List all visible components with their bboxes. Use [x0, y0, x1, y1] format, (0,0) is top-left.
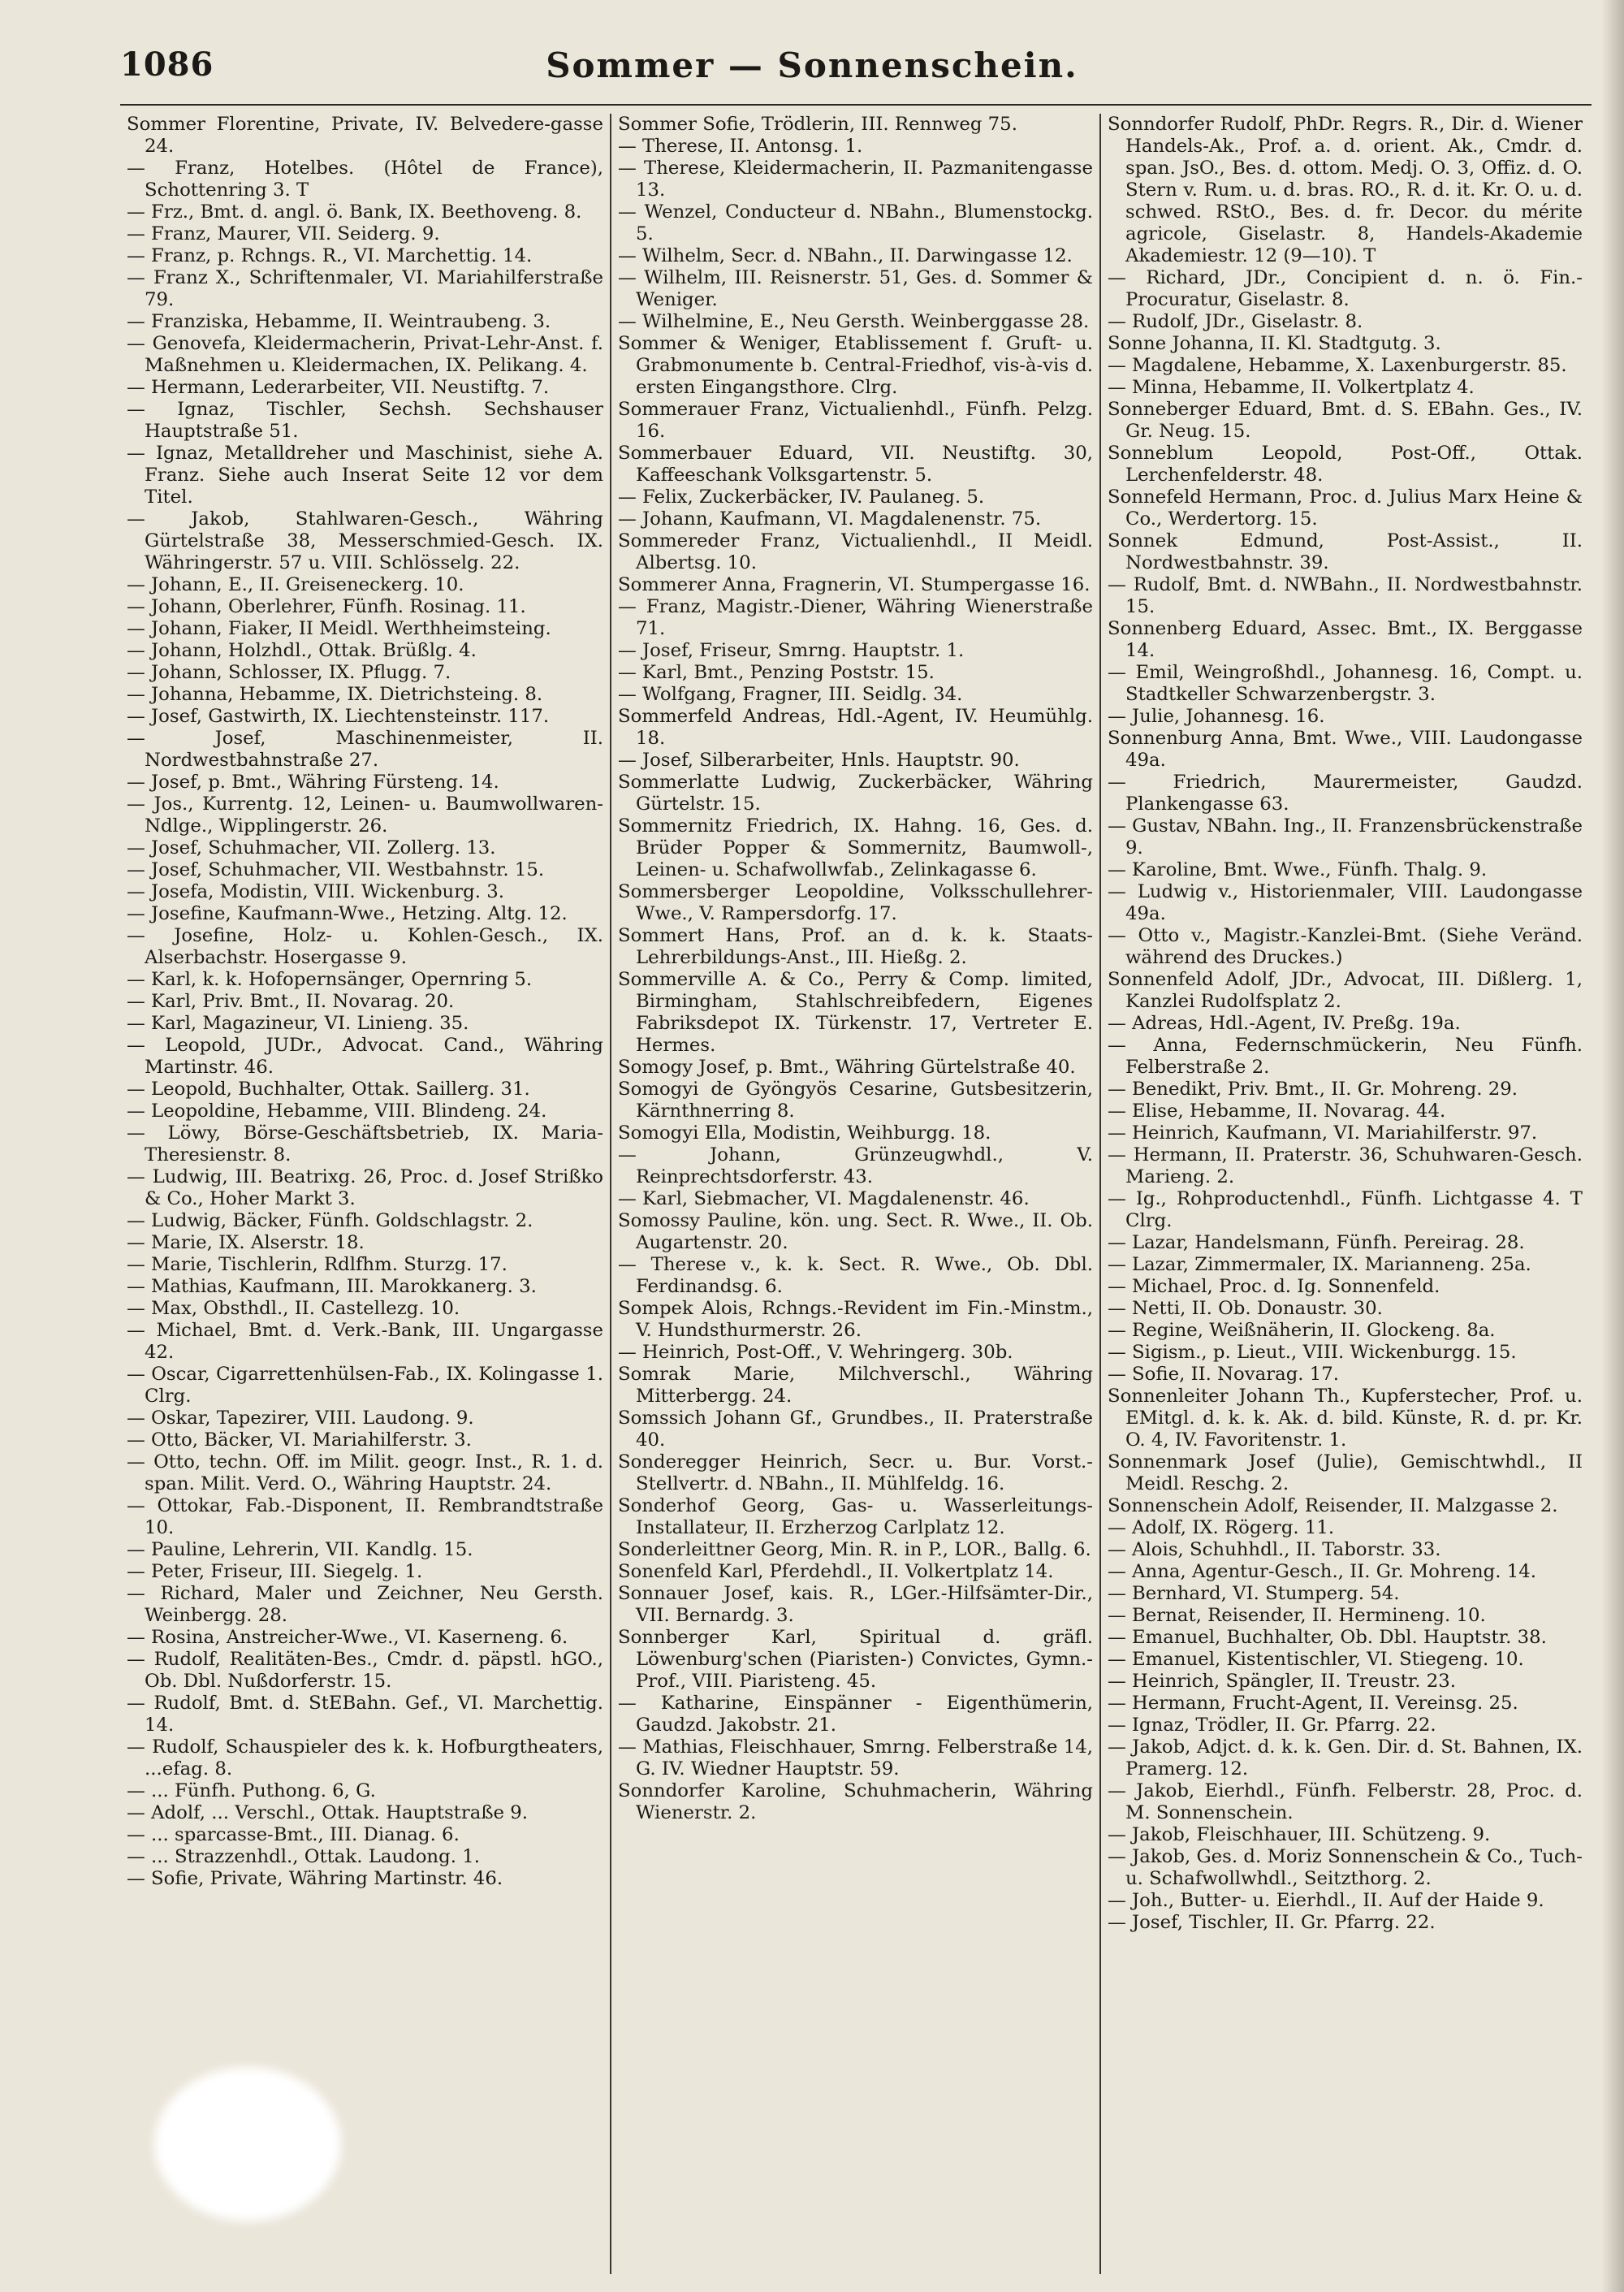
directory-entry: — Wilhelm, III. Reisnerstr. 51, Ges. d. Sommer & Weniger. [618, 267, 1093, 310]
directory-entry: Sommerfeld Andreas, Hdl.-Agent, IV. Heumühlg. 18. [618, 706, 1093, 749]
directory-entry: — Otto, Bäcker, VI. Mariahilferstr. 3. [127, 1429, 472, 1451]
directory-entry: — Karoline, Bmt. Wwe., Fünfh. Thalg. 9. [1108, 859, 1488, 880]
directory-entry: — Johann, Grünzeugwhdl., V. Reinprechtsdorferstr. 43. [618, 1144, 1093, 1187]
directory-entry: Sonnenfeld Adolf, JDr., Advocat, III. Dißlerg. 1, Kanzlei Rudolfsplatz 2. [1108, 969, 1583, 1012]
directory-entry: — Sofie, II. Novarag. 17. [1108, 1364, 1340, 1385]
directory-entry: — Anna, Agentur-Gesch., II. Gr. Mohreng. 14. [1108, 1561, 1536, 1582]
directory-entry: — Therese, Kleidermacherin, II. Pazmanitengasse 13. [618, 158, 1093, 201]
directory-entry: Sonnauer Josef, kais. R., LGer.-Hilfsämter-Dir., VII. Bernardg. 3. [618, 1583, 1093, 1626]
directory-entry: Sommer Sofie, Trödlerin, III. Rennweg 75. [618, 114, 1017, 135]
running-head: Sommer — Sonnenschein. [546, 45, 1078, 85]
directory-entry: — Franz, Magistr.-Diener, Währing Wienerstraße 71. [618, 596, 1093, 639]
paper-damage-stain [154, 2067, 341, 2221]
directory-entry: — Josef, Tischler, II. Gr. Pfarrg. 22. [1108, 1912, 1436, 1933]
directory-entry: — Frz., Bmt. d. angl. ö. Bank, IX. Beethoveng. 8. [127, 201, 582, 223]
entry-columns [120, 114, 1590, 2274]
directory-entry: — Ignaz, Tischler, Sechsh. Sechshauser Hauptstraße 51. [127, 399, 603, 442]
directory-entry: — Adolf, IX. Rögerg. 11. [1108, 1517, 1335, 1538]
directory-entry: — Netti, II. Ob. Donaustr. 30. [1108, 1298, 1383, 1319]
directory-entry: Somogyi Ella, Modistin, Weihburgg. 18. [618, 1122, 991, 1144]
directory-entry: Sonnenmark Josef (Julie), Gemischtwhdl., II Meidl. Reschg. 2. [1108, 1451, 1583, 1494]
directory-entry: Sommereder Franz, Victualienhdl., II Meidl. Albertsg. 10. [618, 530, 1093, 573]
directory-entry: — Jakob, Ges. d. Moriz Sonnenschein & Co., Tuch- u. Schafwollwhdl., Seitzthorg. 2. [1108, 1846, 1583, 1889]
directory-entry: — Franz, Hotelbes. (Hôtel de France), Schottenring 3. T [127, 158, 603, 201]
directory-entry: — Jos., Kurrentg. 12, Leinen- u. Baumwollwaren-Ndlge., Wipplingerstr. 26. [127, 794, 603, 837]
directory-entry: — Michael, Bmt. d. Verk.-Bank, III. Ungargasse 42. [127, 1320, 603, 1363]
directory-entry: — Karl, k. k. Hofopernsänger, Opernring 5. [127, 969, 533, 990]
directory-entry: — Katharine, Einspänner - Eigenthümerin, Gaudzd. Jakobstr. 21. [618, 1693, 1093, 1736]
directory-entry: — Heinrich, Spängler, II. Treustr. 23. [1108, 1671, 1457, 1692]
directory-entry: — Hermann, II. Praterstr. 36, Schuhwaren-Gesch. Marieng. 2. [1108, 1144, 1583, 1187]
directory-entry: — Johann, Holzhdl., Ottak. Brüßlg. 4. [127, 640, 477, 661]
directory-entry: — Therese v., k. k. Sect. R. Wwe., Ob. Dbl. Ferdinandsg. 6. [618, 1254, 1093, 1297]
directory-entry: — Josef, Friseur, Smrng. Hauptstr. 1. [618, 640, 965, 661]
directory-entry: — Friedrich, Maurermeister, Gaudzd. Plankengasse 63. [1108, 772, 1583, 815]
directory-entry: — Otto v., Magistr.-Kanzlei-Bmt. (Siehe Veränd. während des Druckes.) [1108, 925, 1583, 968]
directory-entry: — Johann, Schlosser, IX. Pflugg. 7. [127, 662, 451, 683]
directory-entry: — Pauline, Lehrerin, VII. Kandlg. 15. [127, 1539, 473, 1560]
directory-entry: Somssich Johann Gf., Grundbes., II. Praterstraße 40. [618, 1408, 1093, 1451]
directory-entry: — Rudolf, Bmt. d. StEBahn. Gef., VI. Marchettig. 14. [127, 1693, 603, 1736]
directory-entry: Sommer Florentine, Private, IV. Belvedere-gasse 24. [127, 114, 603, 157]
directory-entry: — Josef, Maschinenmeister, II. Nordwestbahnstraße 27. [127, 728, 603, 771]
directory-entry: Sonnenleiter Johann Th., Kupferstecher, Prof. u. EMitgl. d. k. k. Ak. d. bild. Künste, R. d. pr. Kr. O. 4, IV. Favoritenstr. 1. [1108, 1386, 1583, 1451]
directory-entry: — Franz X., Schriftenmaler, VI. Mariahilferstraße 79. [127, 267, 603, 310]
header-rule [120, 104, 1592, 106]
directory-entry: — Rudolf, Bmt. d. NWBahn., II. Nordwestbahnstr. 15. [1108, 574, 1583, 617]
directory-entry: Sommerer Anna, Fragnerin, VI. Stumpergasse 16. [618, 574, 1091, 595]
directory-entry: — Oscar, Cigarrettenhülsen-Fab., IX. Kolingasse 1. Clrg. [127, 1364, 603, 1407]
directory-entry: — Löwy, Börse-Geschäftsbetrieb, IX. Maria-Theresienstr. 8. [127, 1122, 603, 1165]
directory-entry: — Josef, Silberarbeiter, Hnls. Hauptstr. 90. [618, 750, 1020, 771]
directory-entry: — Elise, Hebamme, II. Novarag. 44. [1108, 1101, 1446, 1122]
directory-entry: Sonderhof Georg, Gas- u. Wasserleitungs-Installateur, II. Erzherzog Carlplatz 12. [618, 1495, 1093, 1538]
directory-entry: — Emanuel, Kistentischler, VI. Stiegeng. 10. [1108, 1649, 1524, 1670]
directory-entry: — Adreas, Hdl.-Agent, IV. Preßg. 19a. [1108, 1013, 1461, 1034]
directory-entry: Sonndorfer Rudolf, PhDr. Regrs. R., Dir. d. Wiener Handels-Ak., Prof. a. d. orient. Ak., Cmdr. d. span. JsO., Bes. d. ottom. Medj. O. 3, Offiz. d. O. Stern v. Rum. u. d. bras. RO., R. d. it. Kr. O. u. d. schwed. RStO., Bes. d. fr. Decor. du mérite agricole, Giselastr. 8, Handels-Akademie Akademiestr. 12 (9—10). T [1108, 114, 1583, 266]
directory-entry: — Lazar, Handelsmann, Fünfh. Pereirag. 28. [1108, 1232, 1525, 1253]
directory-entry: — Josef, Schuhmacher, VII. Zollerg. 13. [127, 837, 496, 858]
directory-entry: — Marie, IX. Alserstr. 18. [127, 1232, 365, 1253]
directory-entry: — Wenzel, Conducteur d. NBahn., Blumenstockg. 5. [618, 201, 1093, 244]
directory-entry: — Richard, Maler und Zeichner, Neu Gersth. Weinbergg. 28. [127, 1583, 603, 1626]
directory-entry: — Adolf, ... Verschl., Ottak. Hauptstraße 9. [127, 1802, 529, 1823]
directory-entry: — Ignaz, Trödler, II. Gr. Pfarrg. 22. [1108, 1715, 1436, 1736]
directory-entry: — ... Fünfh. Puthong. 6, G. [127, 1780, 376, 1801]
directory-entry: — Rudolf, Realitäten-Bes., Cmdr. d. päpstl. hGO., Ob. Dbl. Nußdorferstr. 15. [127, 1649, 603, 1692]
directory-entry: — Otto, techn. Off. im Milit. geogr. Inst., R. 1. d. span. Milit. Verd. O., Währing Hauptstr. 24. [127, 1451, 603, 1494]
directory-entry: — Benedikt, Priv. Bmt., II. Gr. Mohreng. 29. [1108, 1079, 1518, 1100]
directory-entry: — Johanna, Hebamme, IX. Dietrichsteing. 8. [127, 684, 543, 705]
directory-entry: Somossy Pauline, kön. ung. Sect. R. Wwe., II. Ob. Augartenstr. 20. [618, 1210, 1093, 1253]
directory-entry: Sonnenberg Eduard, Assec. Bmt., IX. Berggasse 14. [1108, 618, 1583, 661]
directory-entry: — Josefine, Kaufmann-Wwe., Hetzing. Altg. 12. [127, 903, 568, 924]
directory-entry: — Emanuel, Buchhalter, Ob. Dbl. Hauptstr. 38. [1108, 1627, 1547, 1648]
directory-entry: — Michael, Proc. d. Ig. Sonnenfeld. [1108, 1276, 1440, 1297]
directory-entry: — Josef, p. Bmt., Währing Fürsteng. 14. [127, 772, 499, 793]
directory-entry: — Johann, Fiaker, II Meidl. Werthheimsteing. [127, 618, 551, 639]
directory-entry: — Wilhelm, Secr. d. NBahn., II. Darwingasse 12. [618, 245, 1073, 266]
directory-entry: Sonderegger Heinrich, Secr. u. Bur. Vorst.-Stellvertr. d. NBahn., II. Mühlfeldg. 16. [618, 1451, 1093, 1494]
directory-entry: Sommerauer Franz, Victualienhdl., Fünfh. Pelzg. 16. [618, 399, 1093, 442]
directory-entry: Sonnenschein Adolf, Reisender, II. Malzgasse 2. [1108, 1495, 1558, 1516]
directory-entry: — Ignaz, Metalldreher und Maschinist, siehe A. Franz. Siehe auch Inserat Seite 12 vor dem Titel. [127, 443, 603, 508]
directory-entry: Sommerville A. & Co., Perry & Comp. limited, Birmingham, Stahlschreibfedern, Eigenes Fabriksdepot IX. Türkenstr. 17, Vertreter E. Hermes. [618, 969, 1093, 1056]
directory-entry: — Josefa, Modistin, VIII. Wickenburg. 3. [127, 881, 504, 902]
directory-entry: — Marie, Tischlerin, Rdlfhm. Sturzg. 17. [127, 1254, 508, 1275]
directory-entry: — Jakob, Fleischhauer, III. Schützeng. 9. [1108, 1824, 1491, 1845]
directory-entry: — Lazar, Zimmermaler, IX. Marianneng. 25a. [1108, 1254, 1531, 1275]
directory-entry: Sommerlatte Ludwig, Zuckerbäcker, Währing Gürtelstr. 15. [618, 772, 1093, 815]
directory-entry: Sonnek Edmund, Post-Assist., II. Nordwestbahnstr. 39. [1108, 530, 1583, 573]
directory-entry: — Josef, Gastwirth, IX. Liechtensteinstr. 117. [127, 706, 550, 727]
directory-entry: — Richard, JDr., Concipient d. n. ö. Fin.-Procuratur, Giselastr. 8. [1108, 267, 1583, 310]
directory-entry: — Magdalene, Hebamme, X. Laxenburgerstr. 85. [1108, 355, 1567, 376]
directory-entry: — ... sparcasse-Bmt., III. Dianag. 6. [127, 1824, 460, 1845]
directory-entry: Sommer & Weniger, Etablissement f. Gruft- u. Grabmonumente b. Central-Friedhof, vis-à-vis d. ersten Eingangsthore. Clrg. [618, 333, 1093, 398]
directory-entry: — Karl, Bmt., Penzing Poststr. 15. [618, 662, 935, 683]
directory-entry: — Therese, II. Antonsg. 1. [618, 136, 863, 157]
directory-entry: Sommersberger Leopoldine, Volksschullehrer-Wwe., V. Rampersdorfg. 17. [618, 881, 1093, 924]
directory-entry: — Oskar, Tapezirer, VIII. Laudong. 9. [127, 1408, 474, 1429]
directory-entry: Sommernitz Friedrich, IX. Hahng. 16, Ges. d. Brüder Popper & Sommernitz, Baumwoll-, Leinen- u. Schafwollwfab., Zelinkagasse 6. [618, 815, 1093, 880]
directory-entry: — Rudolf, Schauspieler des k. k. Hofburgtheaters, ...efag. 8. [127, 1736, 603, 1780]
directory-entry: — Johann, E., II. Greiseneckerg. 10. [127, 574, 464, 595]
directory-entry: Somrak Marie, Milchverschl., Währing Mitterbergg. 24. [618, 1364, 1093, 1407]
directory-entry: — Leopold, Buchhalter, Ottak. Saillerg. 31. [127, 1079, 530, 1100]
page-edge-shadow [1601, 0, 1624, 2292]
directory-entry: Sonneblum Leopold, Post-Off., Ottak. Lerchenfelderstr. 48. [1108, 443, 1583, 486]
column-right [1099, 114, 1589, 2274]
directory-entry: — Franziska, Hebamme, II. Weintraubeng. 3. [127, 311, 551, 332]
column-left [120, 114, 610, 2274]
directory-entry: — Leopold, JUDr., Advocat. Cand., Währing Martinstr. 46. [127, 1035, 603, 1078]
directory-entry: — Emil, Weingroßhdl., Johannesg. 16, Compt. u. Stadtkeller Schwarzenbergstr. 3. [1108, 662, 1583, 705]
directory-entry: — Heinrich, Post-Off., V. Wehringerg. 30b. [618, 1342, 1013, 1363]
directory-entry: — Ottokar, Fab.-Disponent, II. Rembrandtstraße 10. [127, 1495, 603, 1538]
directory-entry: — Anna, Federnschmückerin, Neu Fünfh. Felberstraße 2. [1108, 1035, 1583, 1078]
directory-entry: — Franz, p. Rchngs. R., VI. Marchettig. 14. [127, 245, 533, 266]
page-number: 1086 [120, 45, 214, 84]
directory-entry: — Wolfgang, Fragner, III. Seidlg. 34. [618, 684, 963, 705]
directory-entry: — ... Strazzenhdl., Ottak. Laudong. 1. [127, 1846, 480, 1867]
directory-entry: Sonndorfer Karoline, Schuhmacherin, Währing Wienerstr. 2. [618, 1780, 1093, 1823]
directory-entry: — Leopoldine, Hebamme, VIII. Blindeng. 24. [127, 1101, 547, 1122]
directory-entry: Sonnberger Karl, Spiritual d. gräfl. Löwenburg'schen (Piaristen-) Convictes, Gymn.-Prof., VIII. Piaristeng. 45. [618, 1627, 1093, 1692]
directory-entry: — Sofie, Private, Währing Martinstr. 46. [127, 1868, 503, 1889]
directory-entry: — Franz, Maurer, VII. Seiderg. 9. [127, 223, 440, 244]
directory-entry: — Karl, Priv. Bmt., II. Novarag. 20. [127, 991, 455, 1012]
directory-entry: — Ig., Rohproductenhdl., Fünfh. Lichtgasse 4. T Clrg. [1108, 1188, 1583, 1231]
directory-entry: Somogy Josef, p. Bmt., Währing Gürtelstraße 40. [618, 1057, 1076, 1078]
directory-entry: — Mathias, Fleischhauer, Smrng. Felberstraße 14, G. IV. Wiedner Hauptstr. 59. [618, 1736, 1093, 1780]
directory-entry: — Jakob, Eierhdl., Fünfh. Felberstr. 28, Proc. d. M. Sonnenschein. [1108, 1780, 1583, 1823]
directory-entry: — Johann, Kaufmann, VI. Magdalenenstr. 75. [618, 508, 1042, 530]
directory-entry: — Johann, Oberlehrer, Fünfh. Rosinag. 11. [127, 596, 526, 617]
directory-entry: — Jakob, Stahlwaren-Gesch., Währing Gürtelstraße 38, Messerschmied-Gesch. IX. Währingerstr. 57 u. VIII. Schlösselg. 22. [127, 508, 603, 573]
directory-entry: — Bernhard, VI. Stumperg. 54. [1108, 1583, 1400, 1604]
directory-entry: Sonnefeld Hermann, Proc. d. Julius Marx Heine & Co., Werdertorg. 15. [1108, 487, 1583, 530]
directory-entry: Sonenfeld Karl, Pferdehdl., II. Volkertplatz 14. [618, 1561, 1054, 1582]
directory-entry: Sonderleittner Georg, Min. R. in P., LOR., Ballg. 6. [618, 1539, 1091, 1560]
directory-entry: Sonneberger Eduard, Bmt. d. S. EBahn. Ges., IV. Gr. Neug. 15. [1108, 399, 1583, 442]
directory-entry: — Regine, Weißnäherin, II. Glockeng. 8a. [1108, 1320, 1496, 1341]
directory-entry: — Karl, Siebmacher, VI. Magdalenenstr. 46. [618, 1188, 1030, 1209]
directory-entry: — Julie, Johannesg. 16. [1108, 706, 1325, 727]
directory-entry: — Gustav, NBahn. Ing., II. Franzensbrückenstraße 9. [1108, 815, 1583, 858]
directory-entry: Sommert Hans, Prof. an d. k. k. Staats-Lehrerbildungs-Anst., III. Hießg. 2. [618, 925, 1093, 968]
directory-entry: — Joh., Butter- u. Eierhdl., II. Auf der Haide 9. [1108, 1890, 1544, 1911]
directory-entry: — Josef, Schuhmacher, VII. Westbahnstr. 15. [127, 859, 545, 880]
directory-entry: — Heinrich, Kaufmann, VI. Mariahilferstr. 97. [1108, 1122, 1538, 1144]
directory-entry: — Ludwig v., Historienmaler, VIII. Laudongasse 49a. [1108, 881, 1583, 924]
directory-entry: Sompek Alois, Rchngs.-Revident im Fin.-Minstm., V. Hundsthurmerstr. 26. [618, 1298, 1093, 1341]
directory-entry: Sonne Johanna, II. Kl. Stadtgutg. 3. [1108, 333, 1441, 354]
directory-entry: Somogyi de Gyöngyös Cesarine, Gutsbesitzerin, Kärnthnerring 8. [618, 1079, 1093, 1122]
directory-entry: — Ludwig, III. Beatrixg. 26, Proc. d. Josef Strißko & Co., Hoher Markt 3. [127, 1166, 603, 1209]
directory-entry: — Rosina, Anstreicher-Wwe., VI. Kaserneng. 6. [127, 1627, 568, 1648]
directory-entry: — Alois, Schuhhdl., II. Taborstr. 33. [1108, 1539, 1441, 1560]
directory-entry: — Bernat, Reisender, II. Hermineng. 10. [1108, 1605, 1486, 1626]
directory-entry: — Hermann, Lederarbeiter, VII. Neustiftg. 7. [127, 377, 550, 398]
directory-entry: — Hermann, Frucht-Agent, II. Vereinsg. 25. [1108, 1693, 1518, 1714]
directory-entry: — Mathias, Kaufmann, III. Marokkanerg. 3. [127, 1276, 537, 1297]
directory-entry: — Genovefa, Kleidermacherin, Privat-Lehr-Anst. f. Maßnehmen u. Kleidermachen, IX. Pelikang. 4. [127, 333, 603, 376]
directory-entry: Sommerbauer Eduard, VII. Neustiftg. 30, Kaffeeschank Volksgartenstr. 5. [618, 443, 1093, 486]
column-middle [610, 114, 1099, 2274]
directory-entry: — Minna, Hebamme, II. Volkertplatz 4. [1108, 377, 1475, 398]
directory-entry: — Jakob, Adjct. d. k. k. Gen. Dir. d. St. Bahnen, IX. Pramerg. 12. [1108, 1736, 1583, 1780]
directory-entry: — Rudolf, JDr., Giselastr. 8. [1108, 311, 1363, 332]
directory-entry: — Max, Obsthdl., II. Castellezg. 10. [127, 1298, 460, 1319]
directory-entry: — Felix, Zuckerbäcker, IV. Paulaneg. 5. [618, 487, 985, 508]
directory-entry: — Peter, Friseur, III. Siegelg. 1. [127, 1561, 423, 1582]
directory-entry: — Josefine, Holz- u. Kohlen-Gesch., IX. Alserbachstr. Hosergasse 9. [127, 925, 603, 968]
directory-entry: — Sigism., p. Lieut., VIII. Wickenburgg. 15. [1108, 1342, 1517, 1363]
directory-entry: — Karl, Magazineur, VI. Linieng. 35. [127, 1013, 469, 1034]
directory-entry: — Ludwig, Bäcker, Fünfh. Goldschlagstr. 2. [127, 1210, 533, 1231]
directory-entry: Sonnenburg Anna, Bmt. Wwe., VIII. Laudongasse 49a. [1108, 728, 1583, 771]
directory-entry: — Wilhelmine, E., Neu Gersth. Weinberggasse 28. [618, 311, 1090, 332]
